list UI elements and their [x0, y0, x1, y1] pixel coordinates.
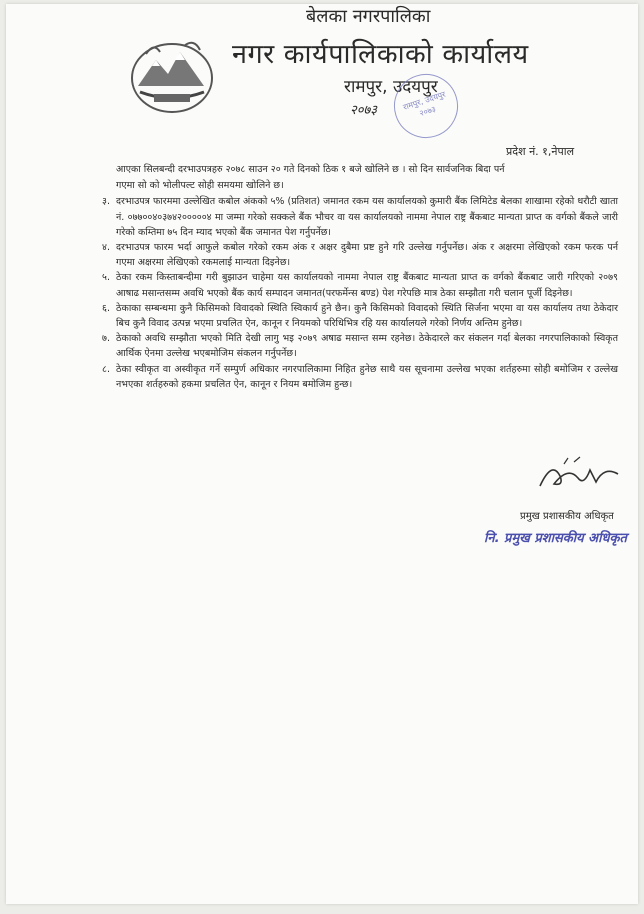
office-name: नगर कार्यपालिकाको कार्यालय: [232, 39, 529, 70]
clause-number: ५.: [102, 272, 110, 284]
clause-item: [102, 331, 618, 361]
clause-text: ठेका रकम किस्ताबन्दीमा गरी बुझाउन चाहेमा यस कार्यालयको नाममा नेपाल राष्ट्र बैंकबाट मान्यता प्राप्त क वर्गको बैंकबाट जारी गरिएको २०७९ आषाढ मसान्तसम्म अवधि भएको बैंक कार्य सम्पादन जमानत(परफर्मेन्स बण्ड) पेश गरेपछि मात्र ठेका सम्झौता गरी चलान पूर्जी दिइनेछ।: [116, 272, 618, 299]
municipality-name: बेलका नगरपालिका: [306, 6, 431, 27]
clause-number: ४.: [102, 242, 110, 254]
signatory-title: प्रमुख प्रशासकीय अधिकृत: [520, 511, 614, 522]
notice-page: [6, 4, 638, 904]
notice-body: [102, 162, 618, 392]
clause-item: [102, 362, 618, 392]
signatory-stamp: नि. प्रमुख प्रशासकीय अधिकृत: [484, 531, 627, 546]
office-address: रामपुर, उदयपुर: [344, 77, 438, 97]
clause-text: दरभाउपत्र फारम भर्दा आफुले कबोल गरेको रकम अंक र अक्षर दुबैमा प्रष्ट हुने गरि उल्लेख गर्नुपर्नेछ। अंक र अक्षरमा लेखिएको रकम फरक पर्न गएमा अक्षरमा लेखिएको रकमलाई मान्यता दिइनेछ।: [116, 242, 618, 269]
clause-text: ठेका स्वीकृत वा अस्वीकृत गर्ने सम्पुर्ण अधिकार नगरपालिकामा निहित हुनेछ साथै यस सूचनामा उल्लेख भएका शर्तहरुमा सोही बमोजिम र उल्लेख नभएका शर्तहरुको हकमा प्रचलित ऐन, कानून र नियम बमोजिम हुन्छ।: [116, 363, 618, 390]
clause-text: दरभाउपत्र फारममा उल्लेखित कबोल अंकको ५% (प्रतिशत) जमानत रकम यस कार्यालयको कुमारी बैंक लिमिटेड बेलका शाखामा रहेको धरौटी खाता नं. ०७७००४०३७४२०००००४ मा जम्मा गरेको सक्कले बैंक भौचर वा यस कार्यालयको नाममा नेपाल राष्ट्र बैंकबाट मान्यता प्राप्त क वर्गको बैंकले जारी गरेको कम्तिमा ७५ दिन म्याद भएको बैंक जमानत पेश गर्नुपर्नेछ।: [116, 196, 618, 238]
clause-item: [102, 301, 618, 331]
nepal-emblem-icon: [124, 34, 220, 116]
established-year: २०७३: [350, 103, 378, 118]
clause-text: ठेकाका सम्बन्धमा कुनै किसिमको विवादको स्थिति स्विकार्य हुने छैन। कुनै किसिमको विवादको स्थिति सिर्जना भएमा वा यस कार्यालय तथा ठेकेदार बिच कुनै विवाद उत्पन्न भएमा प्रचलित ऐन, कानून र नियमको परिधिभित्र रहि यस कार्यालयले गरेको निर्णय अन्तिम हुनेछ।: [116, 302, 618, 330]
clause-number: ३.: [102, 196, 110, 208]
signature-mark: [534, 456, 624, 494]
clause-item: [102, 270, 618, 300]
clause-text: ठेकाको अवधि सम्झौता भएको मिति देखी लागु भइ २०७९ अषाढ मसान्त सम्म रहनेछ। ठेकेदारले कर संकलन गर्दा बेलका नगरपालिकाको स्विकृत आर्थिक ऐनमा उल्लेख भएबमोजिम संकलन गर्नुपर्नेछ।: [116, 333, 618, 360]
province-label: प्रदेश नं. १,नेपाल: [506, 145, 575, 158]
clause-item: [102, 240, 618, 270]
continuation-line: गएमा सो को भोलीपल्ट सोही समयमा खोलिने छ।: [116, 180, 284, 192]
clause-number: ८.: [102, 363, 110, 375]
office-seal-text: रामपुर, उदयपुर २०७३: [401, 89, 447, 119]
clause-number: ७.: [102, 333, 110, 345]
clause-item: [102, 194, 618, 240]
clause-number: ६.: [102, 302, 110, 314]
continuation-line: आएका सिलबन्दी दरभाउपत्रहरु २०७८ साउन २० गते दिनको ठिक १ बजे खोलिने छ । सो दिन सार्वजनिक बिदा पर्न: [116, 164, 505, 175]
